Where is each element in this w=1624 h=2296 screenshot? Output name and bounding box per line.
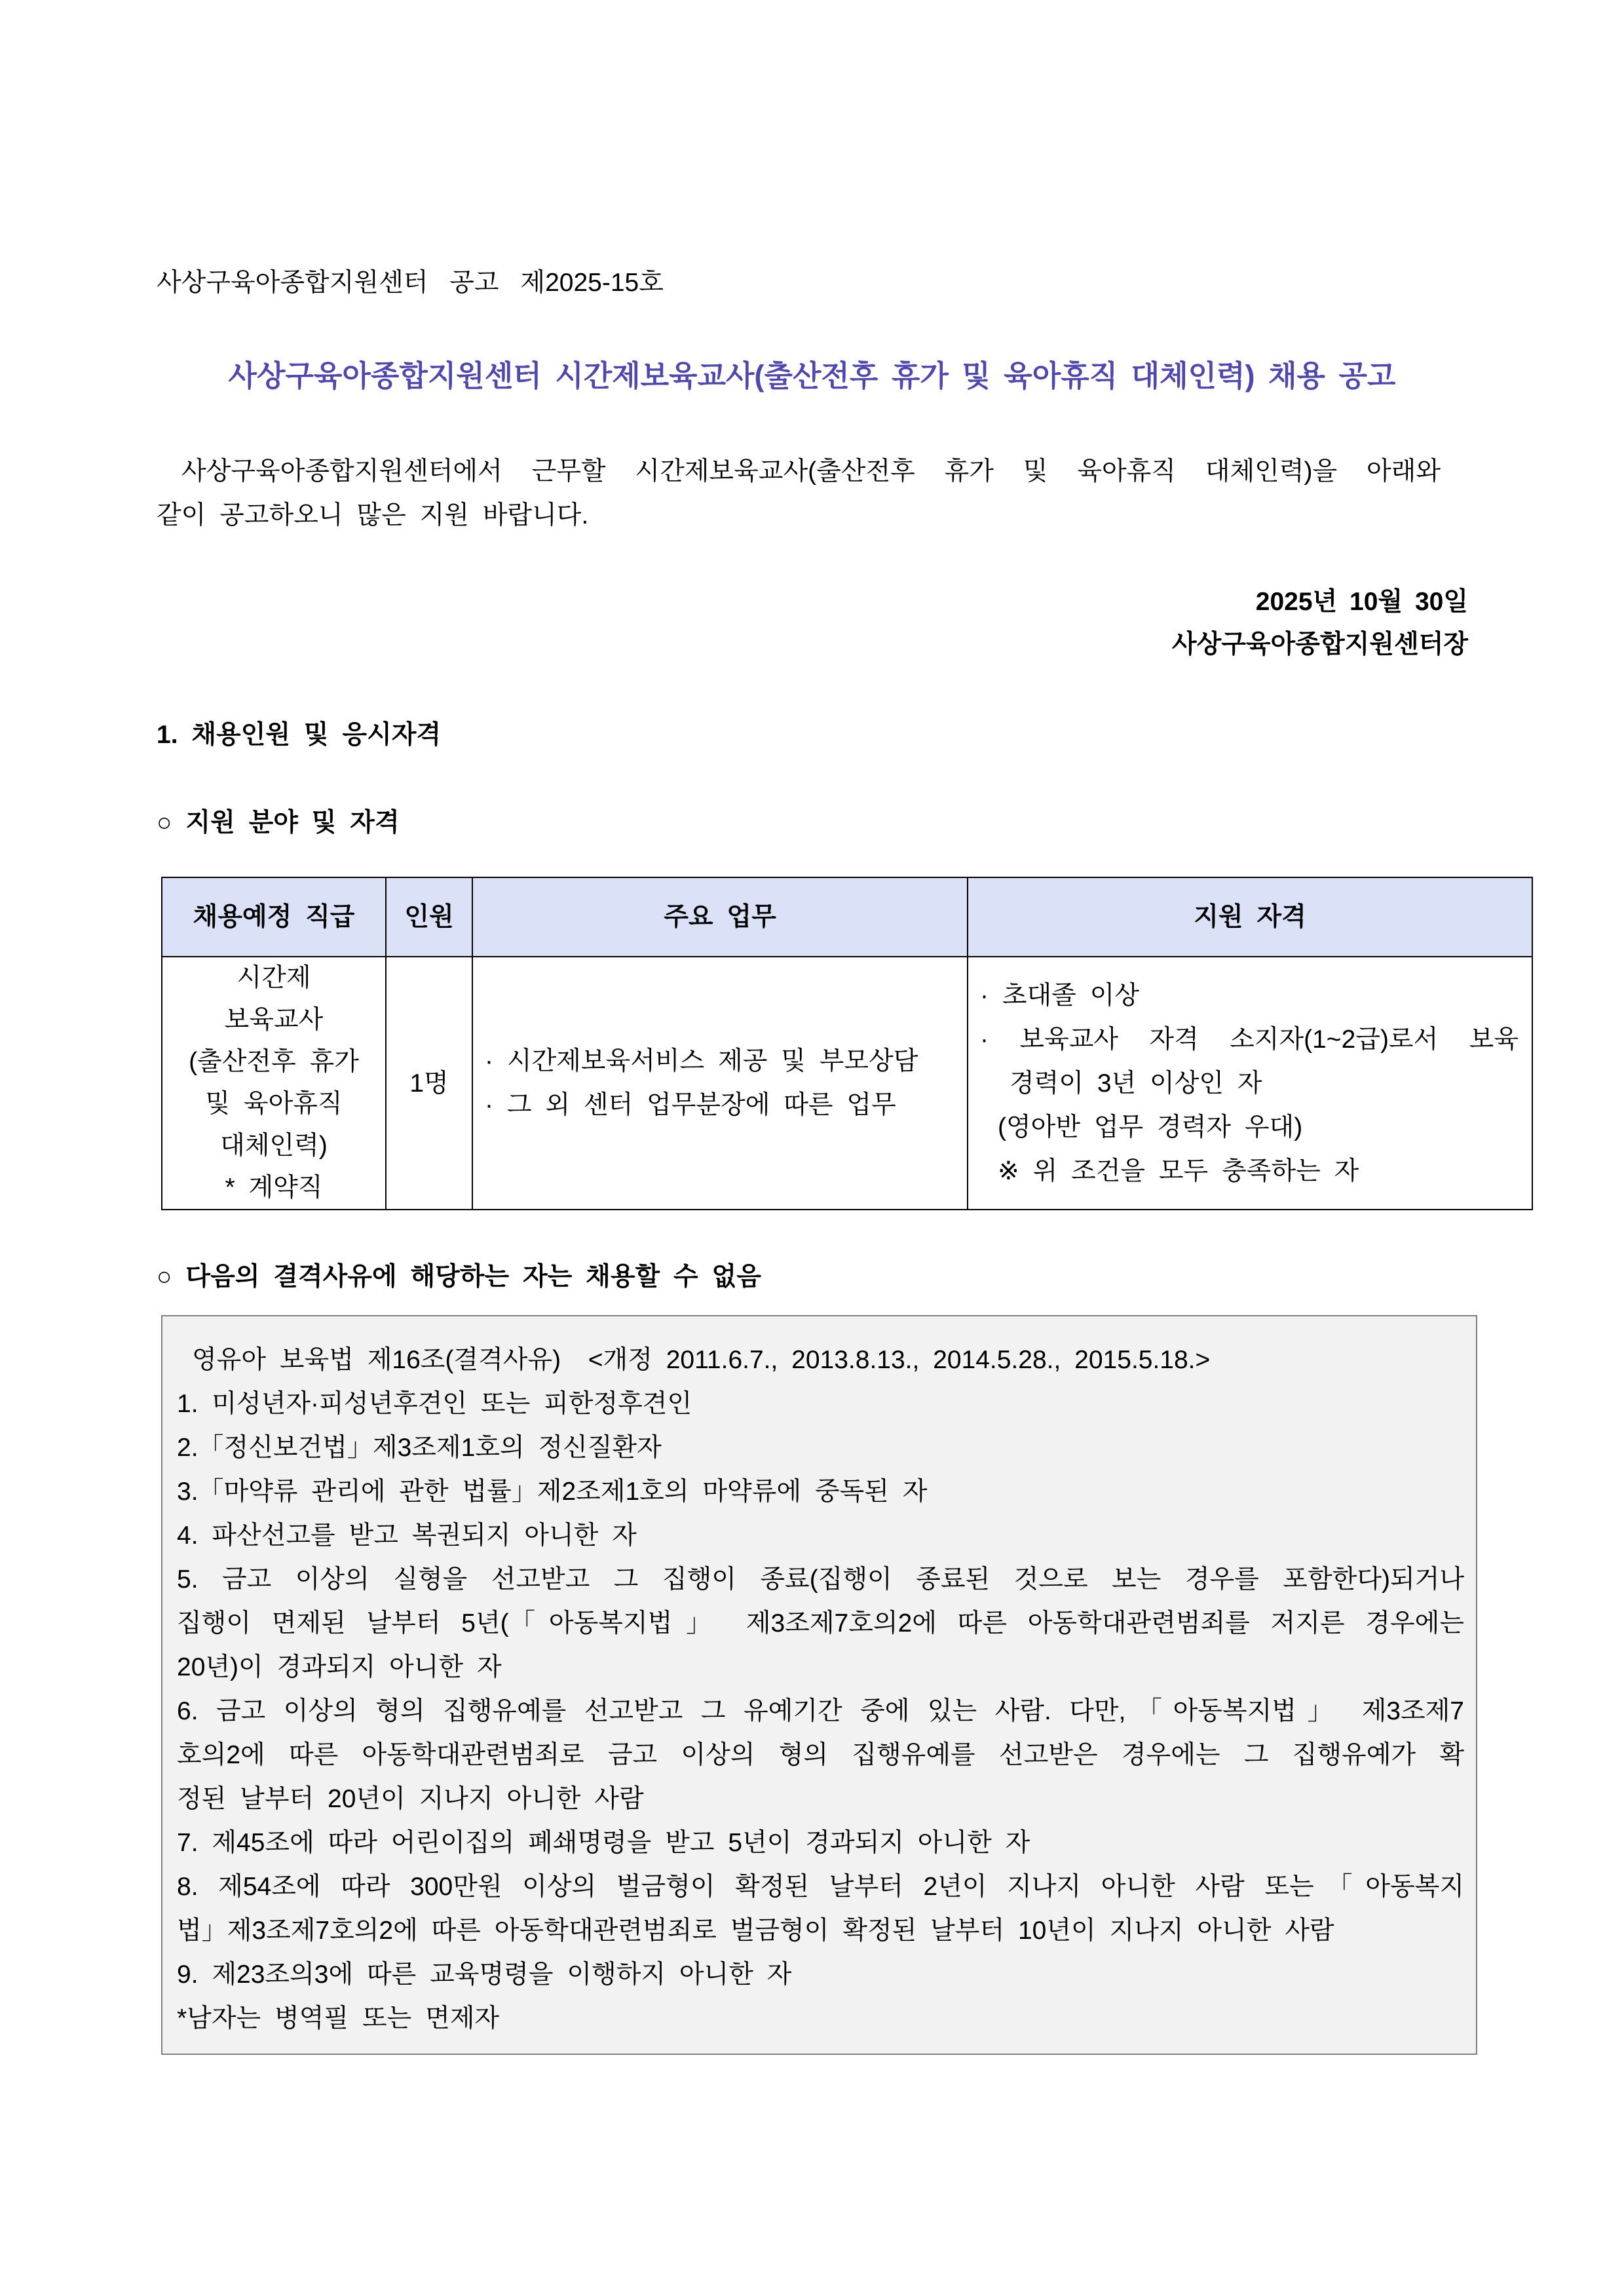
disqualification-line: 7. 제45조에 따라 어린이집의 폐쇄명령을 받고 5년이 경과되지 아니한 자 (177, 1829, 1030, 1857)
qualification-line: · 초대졸 이상 (980, 981, 1140, 1010)
header-qualifications: 지원 자격 (968, 877, 1532, 957)
duty-line: · 시간제보육서비스 제공 및 부모상담 (485, 1047, 918, 1075)
disqualification-line: 20년)이 경과되지 아니한 자 (177, 1653, 502, 1681)
qualification-line: ※ 위 조건을 모두 충족하는 자 (998, 1157, 1359, 1185)
position-line: 및 육아휴직 (205, 1090, 343, 1118)
qualification-line: · 보육교사 자격 소지자(1~2급)로서 보육 (980, 1025, 1519, 1054)
qualification-line: 경력이 3년 이상인 자 (1010, 1069, 1262, 1098)
disqualification-line: 법」제3조제7호의2에 따른 아동학대관련범죄로 벌금형이 확정된 날부터 10년이 지나지 아니한 사람 (177, 1917, 1334, 1945)
section-heading: 1. 채용인원 및 응시자격 (157, 721, 442, 749)
headcount-cell: 1명 (386, 957, 472, 1210)
disqualification-line: 5. 금고 이상의 실형을 선고받고 그 집행이 종료(집행이 종료된 것으로 보는 경우를 포함한다)되거나 (177, 1565, 1465, 1594)
qualifications-cell (968, 957, 1532, 1210)
page-title: 사상구육아종합지원센터 시간제보육교사(출산전후 휴가 및 육아휴직 대체인력) 채용 공고 (228, 359, 1396, 392)
disqualification-line: 2.「정신보건법」제3조제1호의 정신질환자 (177, 1434, 662, 1462)
disqualification-line: 집행이 면제된 날부터 5년(「아동복지법」 제3조제7호의2에 따른 아동학대관련범죄를 저지른 경우에는 (177, 1609, 1464, 1637)
header-duties: 주요 업무 (472, 877, 968, 957)
position-line: 대체인력) (220, 1132, 328, 1160)
position-line: * 계약직 (225, 1174, 323, 1202)
disqualification-line: 3.「마약류 관리에 관한 법률」제2조제1호의 마약류에 중독된 자 (177, 1478, 928, 1506)
disqualification-line: 8. 제54조에 따라 300만원 이상의 벌금형이 확정된 날부터 2년이 지나지 아니한 사람 또는「아동복지 (177, 1873, 1464, 1901)
issuer-name: 사상구육아종합지원센터장 (1171, 630, 1468, 659)
disqualification-line: 6. 금고 이상의 형의 집행유예를 선고받고 그 유예기간 중에 있는 사람. 다만,「아동복지법」 제3조제7 (177, 1697, 1464, 1725)
header-position: 채용예정 직급 (162, 877, 386, 957)
disqualification-line: 9. 제23조의3에 따른 교육명령을 이행하지 아니한 자 (177, 1961, 792, 1989)
disqualification-box (161, 1315, 1477, 2055)
disqualification-line: *남자는 병역필 또는 면제자 (177, 2004, 500, 2033)
qualification-line: (영아반 업무 경력자 우대) (998, 1113, 1303, 1141)
disqualification-line: 정된 날부터 20년이 지나지 아니한 사람 (177, 1785, 644, 1813)
position-line: (출산전후 휴가 (189, 1048, 359, 1076)
position-line: 보육교사 (224, 1006, 324, 1034)
duties-cell (472, 957, 968, 1210)
intro-line: 사상구육아종합지원센터에서 근무할 시간제보육교사(출산전후 휴가 및 육아휴직 대체인력)을 아래와 (181, 457, 1441, 486)
disqualification-line: 1. 미성년자·피성년후견인 또는 피한정후견인 (177, 1390, 692, 1418)
sub-heading-qualifications: ○ 지원 분야 및 자격 (157, 809, 400, 837)
announcement-date: 2025년 10월 30일 (1255, 588, 1468, 616)
position-cell (162, 957, 386, 1210)
signature-block (1172, 581, 1468, 666)
table-row (162, 957, 1532, 1210)
intro-paragraph (157, 450, 1441, 537)
recruitment-table (161, 877, 1533, 1210)
disqualification-line: 4. 파산선고를 받고 복권되지 아니한 자 (177, 1521, 637, 1550)
notice-number: 사상구육아종합지원센터 공고 제2025-15호 (157, 269, 664, 297)
duty-line: · 그 외 센터 업무분장에 따른 업무 (485, 1091, 896, 1119)
disqualification-line: 호의2에 따른 아동학대관련범죄로 금고 이상의 형의 집행유예를 선고받은 경우에는 그 집행유예가 확 (177, 1741, 1464, 1769)
disqualification-line: 영유아 보육법 제16조(결격사유) <개정 2011.6.7., 2013.8.13., 2014.5.28., 2015.5.18.> (192, 1346, 1211, 1374)
disqualification-heading: ○ 다음의 결격사유에 해당하는 자는 채용할 수 없음 (157, 1263, 761, 1291)
header-headcount: 인원 (386, 877, 472, 957)
intro-line: 같이 공고하오니 많은 지원 바랍니다. (157, 501, 589, 529)
position-line: 시간제 (236, 964, 311, 992)
table-header-row (162, 877, 1532, 957)
